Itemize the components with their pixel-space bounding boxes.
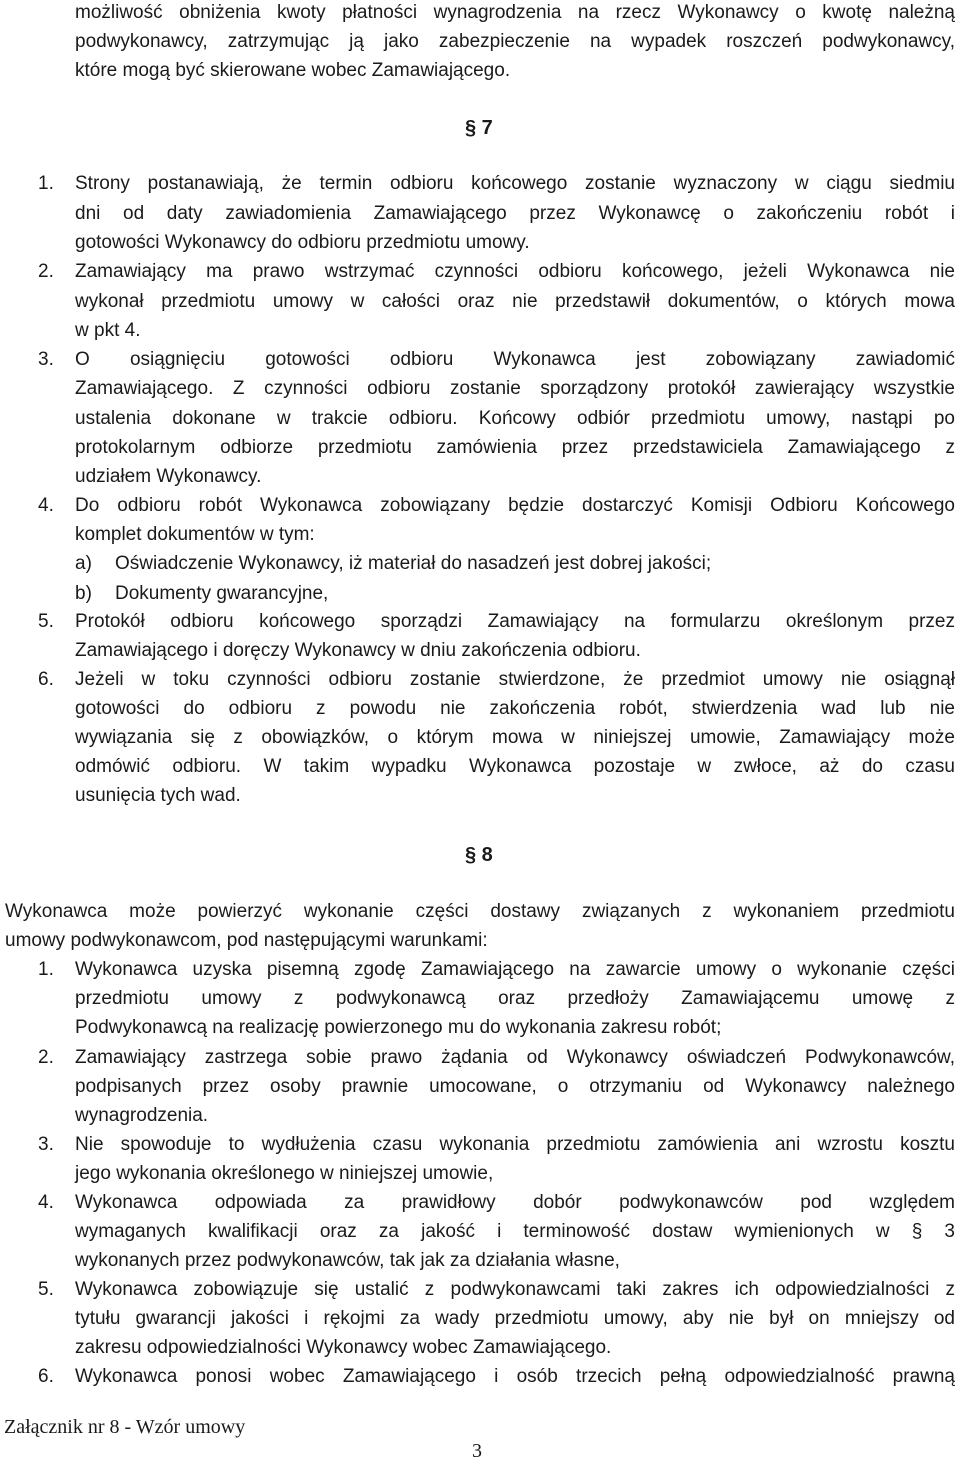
list-item-number: 4. [38, 495, 54, 516]
list-item-line: wynagrodzenia. [75, 1105, 209, 1126]
list-item-line: Nie spowoduje to wydłużenia czasu wykonania przedmiotu zamówienia ani wzrostu kosztu [75, 1134, 955, 1155]
page-number: 3 [472, 1440, 482, 1462]
list-item-line: wywiązania się z obowiązków, o którym mowa w niniejszej umowie, Zamawiający może [75, 727, 955, 748]
list-item-number: 5. [38, 1279, 54, 1300]
list-item-line: podpisanych przez osoby prawnie umocowane, o otrzymaniu od Wykonawcy należnego [75, 1076, 955, 1097]
list-item-line: ustalenia dokonane w trakcie odbioru. Końcowy odbiór przedmiotu umowy, nastąpi po [75, 408, 955, 429]
intro-line: możliwość obniżenia kwoty płatności wynagrodzenia na rzecz Wykonawcy o kwotę należną [75, 2, 955, 23]
list-item-number: 6. [38, 669, 54, 690]
list-item-line: jego wykonania określonego w niniejszej umowie, [75, 1163, 494, 1184]
list-item-line: Strony postanawiają, że termin odbioru końcowego zostanie wyznaczony w ciągu siedmiu [75, 173, 955, 194]
list-item-line: odmówić odbioru. W takim wypadku Wykonawca pozostaje w zwłoce, aż do czasu [75, 756, 955, 777]
list-item-line: zakresu odpowiedzialności Wykonawcy wobec Zamawiającego. [75, 1337, 612, 1358]
list-item-number: 2. [38, 1047, 54, 1068]
list-item-line: Protokół odbioru końcowego sporządzi Zamawiający na formularzu określonym przez [75, 611, 955, 632]
list-item-line: Zamawiający zastrzega sobie prawo żądania od Wykonawcy oświadczeń Podwykonawców, [75, 1047, 955, 1068]
list-item-number: 1. [38, 959, 54, 980]
sub-item-label: a) [75, 553, 92, 574]
list-item-line: Zamawiającego i doręczy Wykonawcy w dniu zakończenia odbioru. [75, 640, 641, 661]
section-heading-8: § 8 [465, 844, 493, 866]
list-item-line: Wykonawca ponosi wobec Zamawiającego i osób trzecich pełną odpowiedzialność prawną [75, 1366, 955, 1387]
sub-item-label: b) [75, 583, 92, 604]
list-item-line: protokolarnym odbiorze przedmiotu zamówienia przez przedstawiciela Zamawiającego z [75, 437, 955, 458]
sub-item-text: Oświadczenie Wykonawcy, iż materiał do nasadzeń jest dobrej jakości; [115, 553, 712, 574]
list-item-number: 3. [38, 349, 54, 370]
section-heading-7: § 7 [465, 117, 493, 139]
list-item-number: 1. [38, 173, 54, 194]
list-item-line: Wykonawca odpowiada za prawidłowy dobór podwykonawców pod względem [75, 1192, 955, 1213]
intro-line: podwykonawcy, zatrzymując ją jako zabezpieczenie na wypadek roszczeń podwykonawcy, [75, 31, 955, 52]
list-item-line: Jeżeli w toku czynności odbioru zostanie stwierdzone, że przedmiot umowy nie osiągnął [75, 669, 955, 690]
list-item-line: wymaganych kwalifikacji oraz za jakość i terminowość dostaw wymienionych w § 3 [75, 1221, 955, 1242]
list-item-line: O osiągnięciu gotowości odbioru Wykonawca jest zobowiązany zawiadomić [75, 349, 955, 370]
list-item-line: komplet dokumentów w tym: [75, 524, 315, 545]
list-item-line: wykonał przedmiotu umowy w całości oraz nie przedstawił dokumentów, o których mowa [75, 291, 955, 312]
list-item-line: gotowości do odbioru z powodu nie zakończenia robót, stwierdzenia wad lub nie [75, 698, 955, 719]
list-item-line: przedmiotu umowy z podwykonawcą oraz przedłoży Zamawiającemu umowę z [75, 988, 955, 1009]
list-item-line: usunięcia tych wad. [75, 785, 241, 806]
section-intro-line: umowy podwykonawcom, pod następującymi warunkami: [5, 930, 488, 951]
list-item-line: Zamawiającego. Z czynności odbioru zostanie sporządzony protokół zawierający wszystkie [75, 378, 955, 399]
list-item-line: udziałem Wykonawcy. [75, 466, 262, 487]
section-intro-line: Wykonawca może powierzyć wykonanie części dostawy związanych z wykonaniem przedmiotu [5, 901, 955, 922]
list-item-number: 4. [38, 1192, 54, 1213]
intro-line: które mogą być skierowane wobec Zamawiającego. [75, 60, 511, 81]
list-item-line: Zamawiający ma prawo wstrzymać czynności odbioru końcowego, jeżeli Wykonawca nie [75, 261, 955, 282]
list-item-number: 2. [38, 261, 54, 282]
list-item-line: Wykonawca uzyska pisemną zgodę Zamawiającego na zawarcie umowy o wykonanie części [75, 959, 955, 980]
attachment-label: Załącznik nr 8 - Wzór umowy [4, 1416, 246, 1438]
list-item-number: 5. [38, 611, 54, 632]
list-item-line: wykonanych przez podwykonawców, tak jak za działania własne, [75, 1250, 620, 1271]
list-item-line: w pkt 4. [75, 320, 141, 341]
list-item-line: Wykonawca zobowiązuje się ustalić z podwykonawcami taki zakres ich odpowiedzialności z [75, 1279, 955, 1300]
list-item-line: tytułu gwarancji jakości i rękojmi za wady przedmiotu umowy, aby nie był on mniejszy od [75, 1308, 955, 1329]
sub-item-text: Dokumenty gwarancyjne, [115, 583, 329, 604]
list-item-line: gotowości Wykonawcy do odbioru przedmiotu umowy. [75, 232, 530, 253]
list-item-line: Do odbioru robót Wykonawca zobowiązany będzie dostarczyć Komisji Odbioru Końcowego [75, 495, 955, 516]
list-item-line: Podwykonawcą na realizację powierzonego mu do wykonania zakresu robót; [75, 1017, 722, 1038]
list-item-line: dni od daty zawiadomienia Zamawiającego przez Wykonawcę o zakończeniu robót i [75, 203, 955, 224]
list-item-number: 3. [38, 1134, 54, 1155]
list-item-number: 6. [38, 1366, 54, 1387]
